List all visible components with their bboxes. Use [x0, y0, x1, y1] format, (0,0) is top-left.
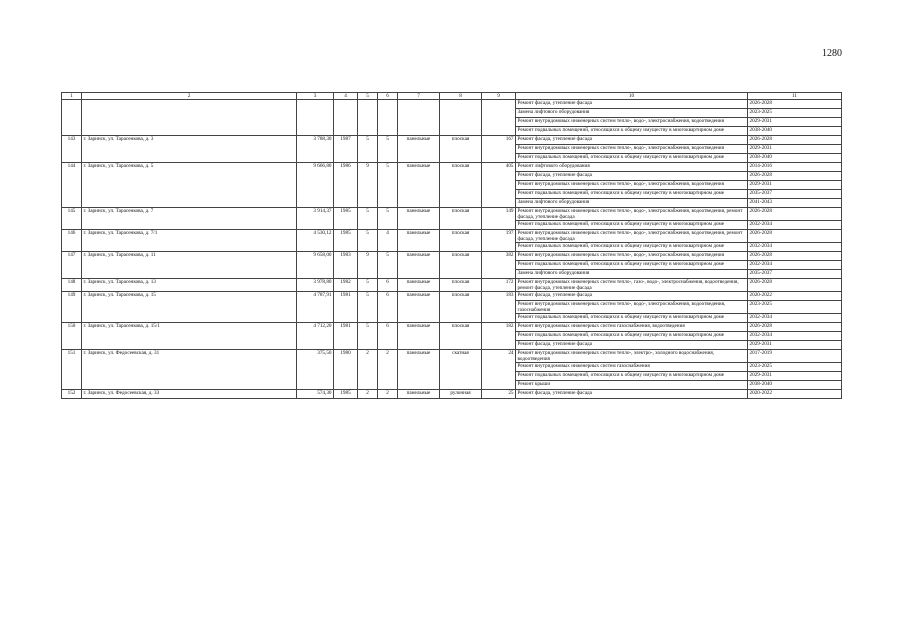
table-cell: панельные — [398, 279, 440, 292]
table-cell: 143 — [62, 136, 82, 163]
table-cell: плоская — [440, 279, 482, 292]
table-cell: 1983 — [334, 252, 358, 279]
table-cell: Ремонт внутридомовых инженерных систем тепло-, водо-, электроснабжения, водоотведения — [516, 181, 748, 190]
table-cell: рулонная — [440, 390, 482, 399]
table-cell: панельные — [398, 230, 440, 252]
table-cell: плоская — [440, 292, 482, 323]
table-cell: г. Заринск, ул. Тарасенкова, д. 15/1 — [82, 323, 297, 350]
table-cell: 2029-2031 — [748, 145, 842, 154]
table-row — [62, 350, 842, 363]
table-cell: 1985 — [334, 230, 358, 252]
table-cell: панельные — [398, 323, 440, 350]
table-cell: 2032-2034 — [748, 332, 842, 341]
table-cell: 2032-2034 — [748, 261, 842, 270]
table-row — [62, 230, 842, 243]
table-cell: 2032-2034 — [748, 243, 842, 252]
table-cell: 167 — [482, 136, 516, 163]
table-cell: 197 — [482, 230, 516, 252]
table-cell: Ремонт фасада, утепление фасада — [516, 390, 748, 399]
table-cell: панельные — [398, 163, 440, 208]
table-cell: 5 — [358, 136, 378, 163]
table-cell: 6 — [378, 279, 398, 292]
table-cell: 2029-2031 — [748, 181, 842, 190]
table-cell: Замена лифтового оборудования — [516, 270, 748, 279]
header-cell: 11 — [748, 93, 842, 100]
table-cell: Ремонт фасада, утепление фасада — [516, 292, 748, 301]
table-cell: 1987 — [334, 136, 358, 163]
table-cell: 5 — [378, 208, 398, 230]
empty-cell — [334, 100, 358, 136]
table-row — [62, 323, 842, 332]
table-cell: 5 — [358, 208, 378, 230]
table-cell: 2035-2037 — [748, 270, 842, 279]
table-cell: 2041-2043 — [748, 199, 842, 208]
table-cell: 2029-2031 — [748, 372, 842, 381]
table-cell: 2038-2040 — [748, 127, 842, 136]
empty-cell — [378, 100, 398, 136]
table-cell: 4 787,91 — [297, 292, 334, 323]
table-cell: Ремонт подвальных помещений, относящихся к общему имуществу в многоквартирном доме — [516, 332, 748, 341]
table-cell: 5 — [358, 292, 378, 323]
table-cell: 4 712,20 — [297, 323, 334, 350]
table-cell: панельные — [398, 292, 440, 323]
table-cell: 2 — [358, 390, 378, 399]
table-cell: 2 — [378, 390, 398, 399]
table-cell: панельные — [398, 252, 440, 279]
table-cell: 152 — [62, 390, 82, 399]
empty-cell — [482, 100, 516, 136]
table-cell: 2023-2025 — [748, 363, 842, 372]
table-cell: Ремонт подвальных помещений, относящихся к общему имуществу в многоквартирном доме — [516, 190, 748, 199]
table-cell: панельные — [398, 390, 440, 399]
table-cell: 1980 — [334, 350, 358, 390]
table-cell: 2029-2031 — [748, 118, 842, 127]
table-cell: плоская — [440, 163, 482, 208]
table-cell: панельные — [398, 350, 440, 390]
table-cell: Ремонт подвальных помещений, относящихся к общему имуществу в многоквартирном доме — [516, 243, 748, 252]
table-cell: 2 — [358, 350, 378, 390]
table-cell: 1985 — [334, 390, 358, 399]
table-cell: 2023-2025 — [748, 301, 842, 314]
table-row — [62, 163, 842, 172]
table-cell: Ремонт подвальных помещений, относящихся к общему имуществу в многоквартирном доме — [516, 154, 748, 163]
table-cell: 148 — [62, 279, 82, 292]
table-cell: Ремонт лифтового оборудования — [516, 163, 748, 172]
table-cell: Ремонт подвальных помещений, относящихся к общему имуществу в многоквартирном доме — [516, 261, 748, 270]
table-cell: Ремонт внутридомовых инженерных систем тепло-, водо-, электроснабжения, водоотведения — [516, 145, 748, 154]
table-row — [62, 292, 842, 301]
table-cell: 9 — [358, 252, 378, 279]
header-cell: 9 — [482, 93, 516, 100]
table-cell: 6 — [378, 323, 398, 350]
header-cell: 6 — [378, 93, 398, 100]
table-cell: г. Заринск, ул. Тарасенкова, д. 7/1 — [82, 230, 297, 252]
table-cell: 5 — [378, 136, 398, 163]
table-cell: 2038-2040 — [748, 154, 842, 163]
header-cell: 5 — [358, 93, 378, 100]
table-cell: 2026-2028 — [748, 172, 842, 181]
table-cell: 5 — [358, 279, 378, 292]
table-cell: панельные — [398, 208, 440, 230]
table-cell: Ремонт подвальных помещений, относящихся к общему имуществу в многоквартирном доме — [516, 314, 748, 323]
table-cell: 1985 — [334, 208, 358, 230]
table-cell: 2023-2025 — [748, 109, 842, 118]
table-cell: Ремонт внутридомовых инженерных систем тепло-, электро-, холодного водоснабжения, водоотведения — [516, 350, 748, 363]
table-cell: 5 — [358, 323, 378, 350]
table-cell: 1981 — [334, 323, 358, 350]
table-cell: скатная — [440, 350, 482, 390]
table-cell: 6 — [378, 292, 398, 323]
table-cell: 4 530,12 — [297, 230, 334, 252]
table-cell: 2026-2028 — [748, 323, 842, 332]
table-cell: плоская — [440, 230, 482, 252]
header-row — [62, 93, 842, 100]
header-cell: 7 — [398, 93, 440, 100]
table-cell: 5 — [378, 252, 398, 279]
table-cell: 382 — [482, 252, 516, 279]
table-cell: г. Заринск, ул. Федосеевская, д. 31 — [82, 350, 297, 390]
table-cell: Ремонт фасада, утепление фасада — [516, 172, 748, 181]
table-row — [62, 100, 842, 109]
table-cell: плоская — [440, 252, 482, 279]
empty-cell — [82, 100, 297, 136]
table-cell: 151 — [62, 350, 82, 390]
table-cell: Ремонт внутридомовых инженерных систем газоснабжения, водоотведения — [516, 323, 748, 332]
table-cell: 146 — [62, 230, 82, 252]
table-cell: г. Заринск, ул. Тарасенкова, д. 7 — [82, 208, 297, 230]
table-cell: плоская — [440, 208, 482, 230]
header-cell: 4 — [334, 93, 358, 100]
table-cell: 2026-2028 — [748, 279, 842, 292]
header-cell: 8 — [440, 93, 482, 100]
table-cell: Ремонт внутридомовых инженерных систем тепло-, газо-, водо-, электроснабжения, водоотведения, ремонт фасада, утепление фасада — [516, 279, 748, 292]
table-cell: 25 — [482, 390, 516, 399]
table-cell: 2 — [378, 350, 398, 390]
table-cell: 1982 — [334, 279, 358, 292]
table-cell: 2026-2028 — [748, 208, 842, 221]
table-cell: Ремонт внутридомовых инженерных систем тепло-, водо-, электроснабжения, водоотведения — [516, 118, 748, 127]
table-cell: 24 — [482, 350, 516, 390]
table-cell: 2026-2028 — [748, 100, 842, 109]
table-cell: 2026-2028 — [748, 136, 842, 145]
table-cell: 2032-2034 — [748, 221, 842, 230]
empty-cell — [358, 100, 378, 136]
table-cell: плоская — [440, 136, 482, 163]
table-cell: 9 658,00 — [297, 252, 334, 279]
table-cell: 183 — [482, 292, 516, 323]
table-cell: г. Заринск, ул. Тарасенкова, д. 15 — [82, 292, 297, 323]
table-cell: Ремонт фасада, утепление фасада — [516, 341, 748, 350]
table-cell: 2020-2022 — [748, 390, 842, 399]
table-cell: 149 — [62, 292, 82, 323]
table-cell: 147 — [62, 252, 82, 279]
table-cell: 5 — [358, 230, 378, 252]
table-cell: 405 — [482, 163, 516, 208]
table-cell: 3 914,37 — [297, 208, 334, 230]
table-cell: 375,50 — [297, 350, 334, 390]
table-cell: Ремонт подвальных помещений, относящихся к общему имуществу в многоквартирном доме — [516, 372, 748, 381]
table-cell: Ремонт внутридомовых инженерных систем тепло-, водо-, электроснабжения, водоотведения, ремонт фасада, утепление фасада — [516, 230, 748, 243]
empty-cell — [297, 100, 334, 136]
table-cell: плоская — [440, 323, 482, 350]
page-number: 1280 — [822, 48, 842, 59]
table-cell: г. Заринск, ул. Тарасенкова, д. 5 — [82, 163, 297, 208]
table-cell: 1986 — [334, 163, 358, 208]
table-cell: Ремонт подвальных помещений, относящихся к общему имуществу в многоквартирном доме — [516, 127, 748, 136]
table-cell: 172 — [482, 279, 516, 292]
table-row — [62, 279, 842, 292]
table-cell: 2032-2034 — [748, 314, 842, 323]
table-cell: Ремонт фасада, утепление фасада — [516, 100, 748, 109]
table-row — [62, 252, 842, 261]
table-cell: 574,30 — [297, 390, 334, 399]
header-cell: 10 — [516, 93, 748, 100]
table-cell: 9 — [358, 163, 378, 208]
table-cell: г. Заринск, ул. Тарасенкова, д. 3 — [82, 136, 297, 163]
table-cell: 3 978,80 — [297, 279, 334, 292]
table-cell: 1981 — [334, 292, 358, 323]
table-cell: г. Заринск, ул. Федосеевская, д. 33 — [82, 390, 297, 399]
table-cell: 2020-2022 — [748, 292, 842, 301]
table-cell: Ремонт подвальных помещений, относящихся к общему имуществу в многоквартирном доме — [516, 221, 748, 230]
table-cell: 5 — [378, 163, 398, 208]
table-cell: 2026-2028 — [748, 252, 842, 261]
empty-cell — [398, 100, 440, 136]
table-cell: Замена лифтового оборудования — [516, 109, 748, 118]
table-cell: 3 788,30 — [297, 136, 334, 163]
table-cell: г. Заринск, ул. Тарасенкова, д. 13 — [82, 279, 297, 292]
table-cell: 144 — [62, 163, 82, 208]
table-cell: 2035-2037 — [748, 190, 842, 199]
header-cell: 2 — [82, 93, 297, 100]
table-cell: 2029-2031 — [748, 341, 842, 350]
table-cell: Ремонт внутридомовых инженерных систем тепло-, водо-, электроснабжения, водоотведения — [516, 252, 748, 261]
table-cell: Ремонт фасада, утепление фасада — [516, 136, 748, 145]
table-cell: панельные — [398, 136, 440, 163]
table-cell: 149 — [482, 208, 516, 230]
table-cell: 9 666,80 — [297, 163, 334, 208]
table-cell: Ремонт крыши — [516, 381, 748, 390]
table-row — [62, 390, 842, 399]
table-cell: Ремонт внутридомовых инженерных систем тепло-, водо-, электроснабжения, водоотведения, ремонт фасада, утепление фасада — [516, 208, 748, 221]
capital-repair-table — [61, 92, 842, 399]
table-cell: Замена лифтового оборудования — [516, 199, 748, 208]
empty-cell — [440, 100, 482, 136]
table-cell: г. Заринск, ул. Тарасенкова, д. 11 — [82, 252, 297, 279]
table-cell: 145 — [62, 208, 82, 230]
table-cell: 150 — [62, 323, 82, 350]
header-cell: 1 — [62, 93, 82, 100]
table-cell: Ремонт внутридомовых инженерных систем тепло-, водо-, электроснабжения, водоотведения, газоснабжения — [516, 301, 748, 314]
table-row — [62, 136, 842, 145]
empty-cell — [62, 100, 82, 136]
table-cell: 2014-2016 — [748, 163, 842, 172]
table-cell: Ремонт внутридомовых инженерных систем газоснабжения — [516, 363, 748, 372]
table-cell: 182 — [482, 323, 516, 350]
table-cell: 2038-2040 — [748, 381, 842, 390]
table-cell: 4 — [378, 230, 398, 252]
table-cell: 2017-2019 — [748, 350, 842, 363]
header-cell: 3 — [297, 93, 334, 100]
table-row — [62, 208, 842, 221]
table-cell: 2026-2028 — [748, 230, 842, 243]
